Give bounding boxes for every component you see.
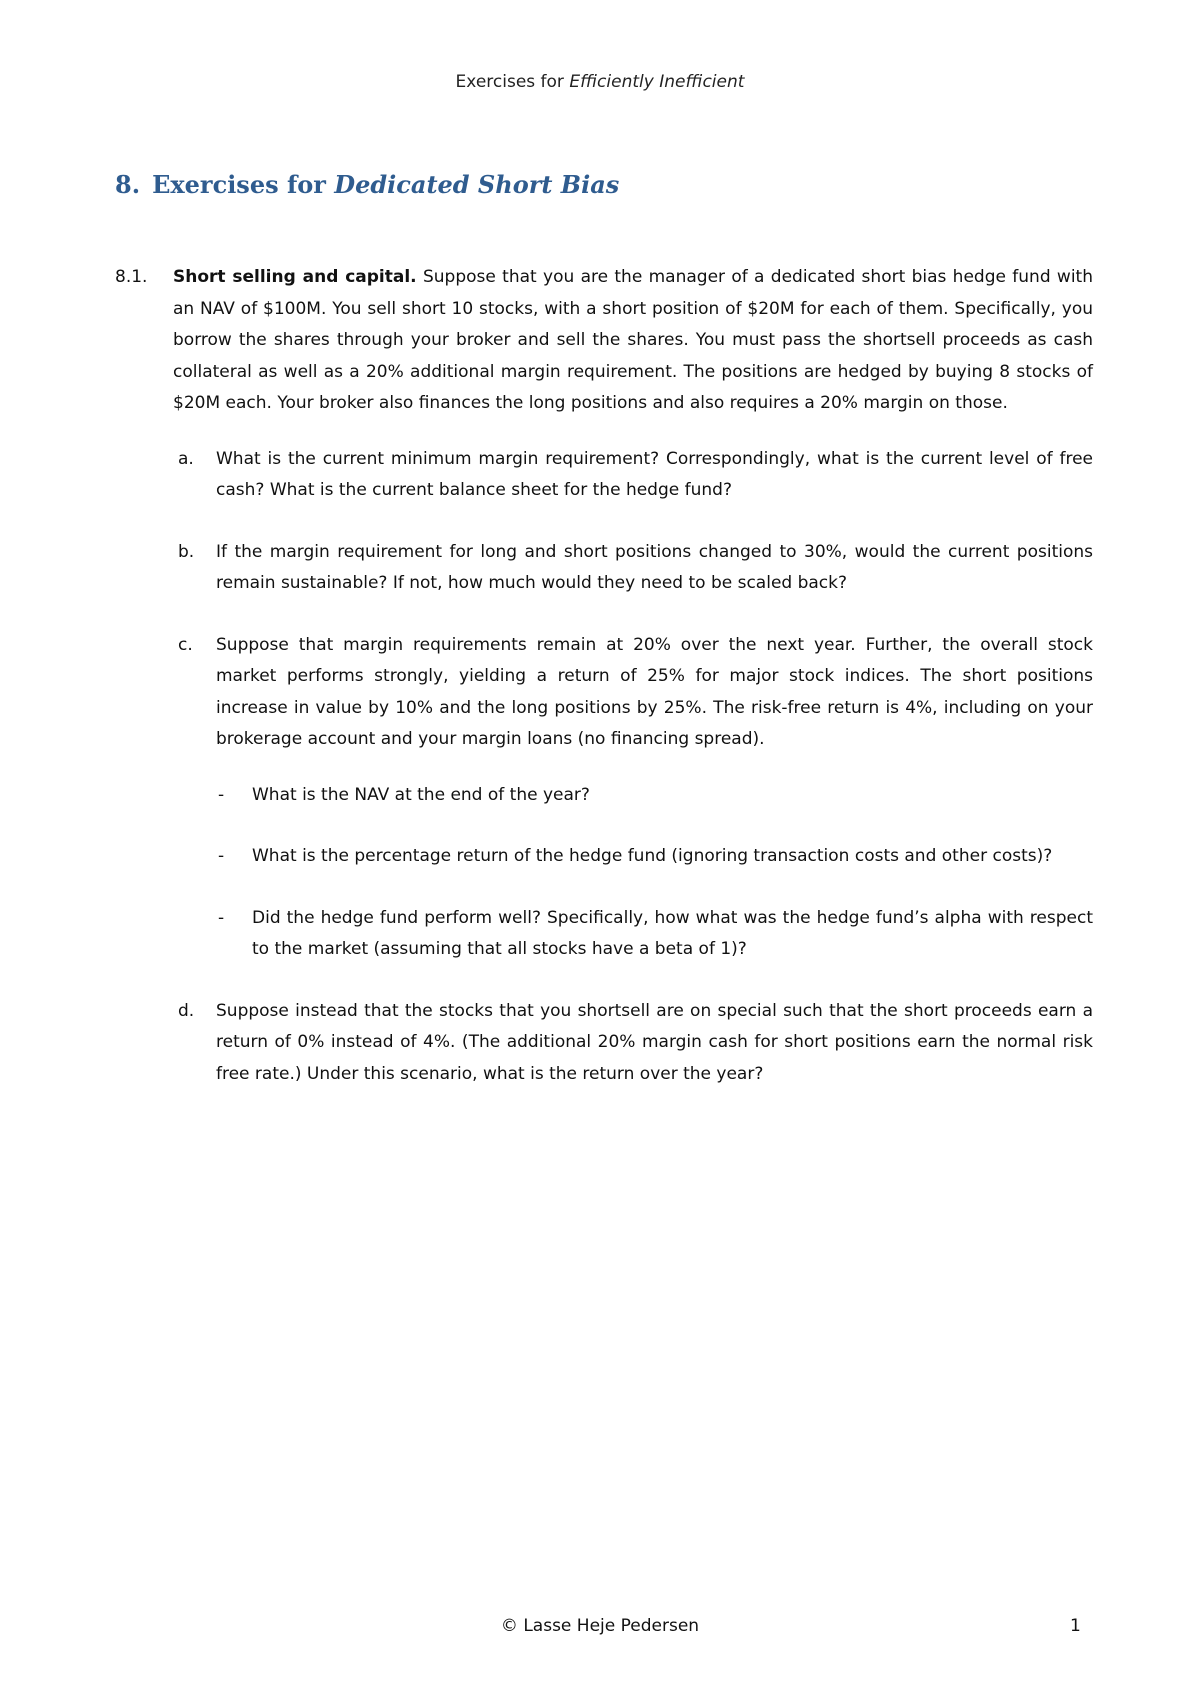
chapter-title-prefix: Exercises for <box>152 170 335 199</box>
exercise-text: Suppose that you are the manager of a dedicated short bias hedge fund with an NAV of $100M. You sell short 10 stocks, with a short position of $20M for each of them. Specifically, you borrow the shares through your broker and sell the shares. You must pass the shortsell proceeds as cash collateral as well as a 20% additional margin requirement. The positions are hedged by buying 8 stocks of $20M each. Your broker also finances the long positions and also requires a 20% margin on those. <box>173 267 1093 413</box>
running-header-book-title: Efficiently Inefficient <box>569 72 745 92</box>
exercise-parts <box>173 444 1093 1091</box>
chapter-title <box>115 170 619 199</box>
running-header <box>0 72 1200 92</box>
part-label: b. <box>178 541 195 562</box>
chapter-title-text: Dedicated Short Bias <box>334 170 620 199</box>
part-c <box>173 630 1093 966</box>
chapter-number: 8. <box>115 170 141 199</box>
exercise-8-1 <box>115 262 1093 1120</box>
footer-author: © Lasse Heje Pedersen <box>500 1616 700 1636</box>
dash-marker: - <box>218 846 225 866</box>
page-number: 1 <box>1070 1616 1081 1636</box>
part-label: a. <box>178 448 194 469</box>
subitem-text: What is the percentage return of the hedge fund (ignoring transaction costs and other costs)? <box>252 846 1053 866</box>
running-header-prefix: Exercises for <box>455 72 570 92</box>
exercise-number: 8.1. <box>115 267 148 287</box>
part-text: What is the current minimum margin requirement? Correspondingly, what is the current level of free cash? What is the current balance sheet for the hedge fund? <box>216 448 1093 500</box>
exercise-body <box>173 262 1093 420</box>
part-label: d. <box>178 1000 195 1021</box>
subitem-text: What is the NAV at the end of the year? <box>252 784 590 805</box>
part-text: If the margin requirement for long and short positions changed to 30%, would the current positions remain sustainable? If not, how much would they need to be scaled back? <box>216 541 1093 593</box>
exercise-lead: Short selling and capital. <box>173 267 417 287</box>
part-label: c. <box>178 634 193 655</box>
part-text: Suppose that margin requirements remain at 20% over the next year. Further, the overall stock market performs strongly, yielding a return of 25% for major stock indices. The short positions increase in value by 10% and the long positions by 25%. The risk-free return is 4%, including on your brokerage account and your margin loans (no financing spread). <box>216 634 1093 749</box>
dash-marker: - <box>218 784 225 805</box>
list-item <box>216 780 1093 812</box>
part-a <box>173 444 1093 507</box>
part-text: Suppose instead that the stocks that you shortsell are on special such that the short proceeds earn a return of 0% instead of 4%. (The additional 20% margin cash for short positions earn the normal risk free rate.) Under this scenario, what is the return over the year? <box>216 1000 1093 1084</box>
dash-marker: - <box>218 907 225 928</box>
list-item <box>216 841 1093 873</box>
list-item <box>216 903 1093 966</box>
part-b <box>173 537 1093 600</box>
subitem-text: Did the hedge fund perform well? Specifically, how what was the hedge fund’s alpha with respect to the market (assuming that all stocks have a beta of 1)? <box>252 907 1093 959</box>
part-c-subitems <box>216 780 1093 966</box>
part-d <box>173 996 1093 1091</box>
